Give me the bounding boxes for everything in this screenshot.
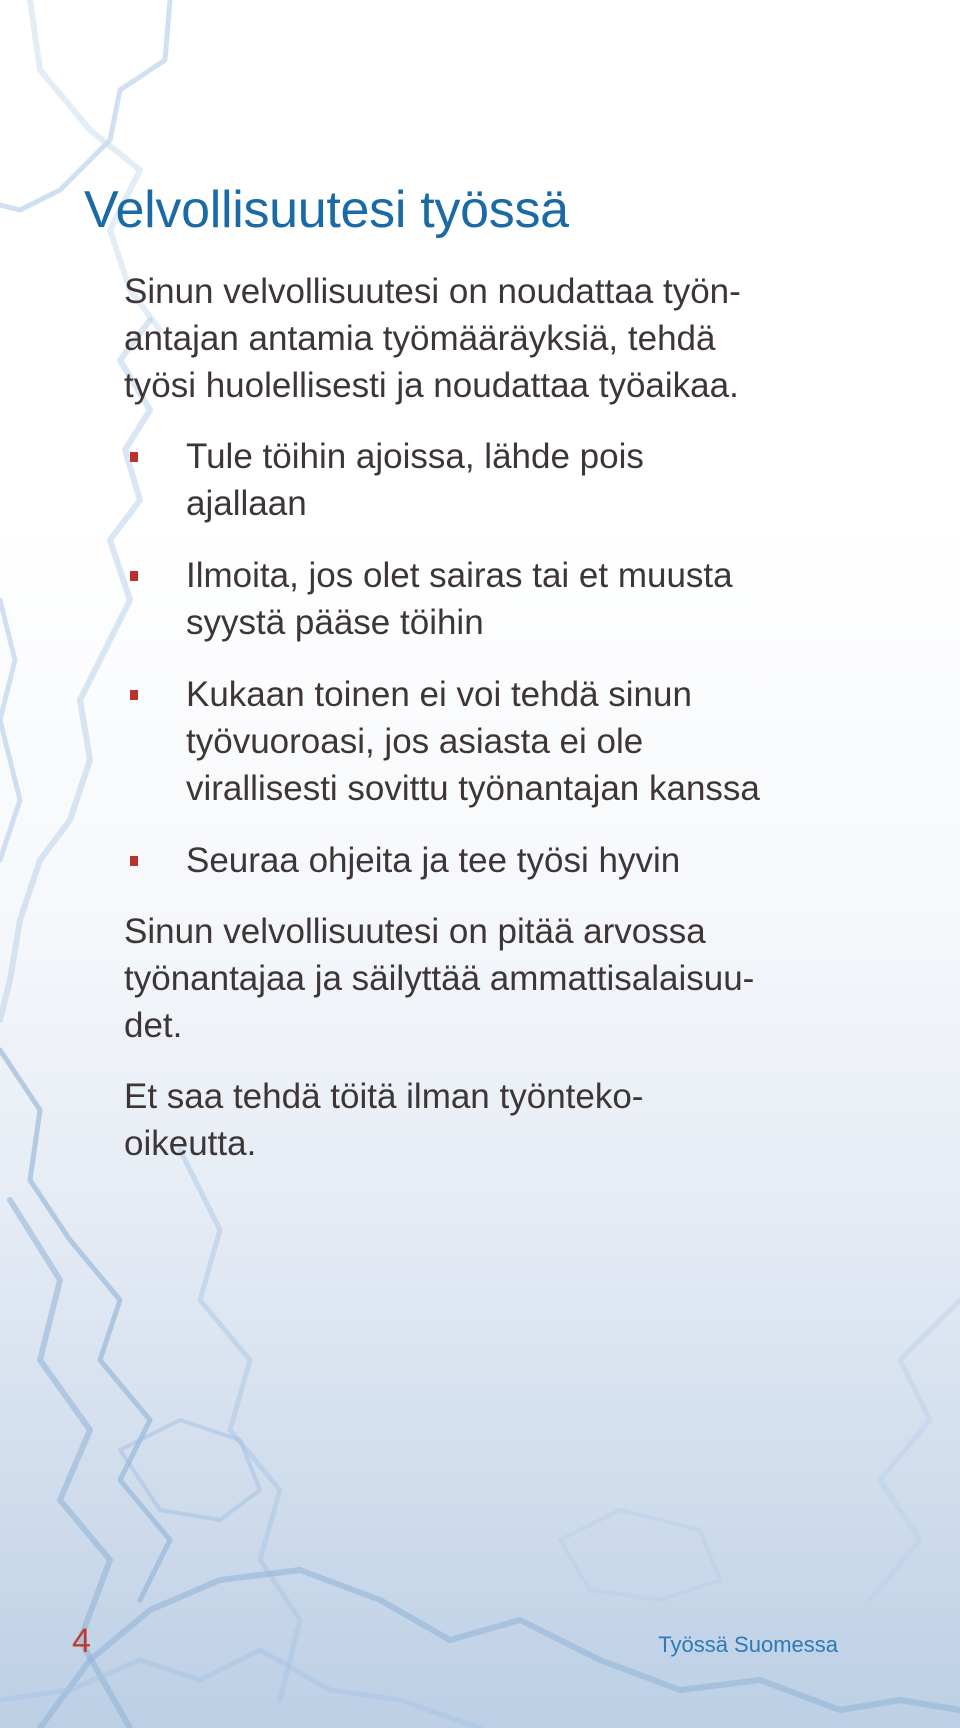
map-line-bottom-lower: [0, 1650, 480, 1728]
permit-line: Et saa tehdä töitä ilman työnteko-: [124, 1077, 644, 1116]
map-line-upper-left: [0, 0, 170, 210]
permit-line: oikeutta.: [124, 1124, 257, 1163]
list-item-line: Tule töihin ajoissa, lähde pois: [186, 437, 644, 476]
intro-line: antajan antamia työmääräyksiä, tehdä: [124, 319, 716, 358]
intro-line: työsi huolellisesti ja noudattaa työaikaa.: [124, 366, 739, 405]
duties-list: [124, 433, 824, 884]
list-item: [124, 671, 824, 812]
footer-publication-title: Työssä Suomessa: [658, 1632, 838, 1657]
page-number: 4: [72, 1622, 91, 1660]
intro-paragraph: [124, 268, 824, 409]
map-line-left-edge: [0, 600, 20, 860]
duty-line: det.: [124, 1006, 183, 1045]
list-item-line: Ilmoita, jos olet sairas tai et muusta: [186, 556, 733, 595]
duty-paragraph: [124, 908, 824, 1049]
list-item-line: ajallaan: [186, 484, 307, 523]
map-line-lake-right: [560, 1510, 720, 1600]
list-item-line: virallisesti sovittu työnantajan kanssa: [186, 769, 760, 808]
map-line-lower-left: [10, 1200, 130, 1728]
list-item: [124, 433, 824, 527]
bullet-square-icon: [130, 452, 138, 462]
map-line-right-faint: [870, 1300, 960, 1600]
main-content: [124, 268, 824, 1167]
bullet-square-icon: [130, 571, 138, 581]
list-item-line: työvuoroasi, jos asiasta ei ole: [186, 722, 644, 761]
list-item-line: syystä pääse töihin: [186, 603, 484, 642]
duty-line: työnantajaa ja säilyttää ammattisalaisuu-: [124, 959, 755, 998]
bullet-square-icon: [130, 690, 138, 700]
list-item: [124, 837, 824, 884]
list-item: [124, 552, 824, 646]
bullet-square-icon: [130, 856, 138, 866]
intro-line: Sinun velvollisuutesi on noudattaa työn-: [124, 272, 741, 311]
work-permit-paragraph: [124, 1073, 824, 1167]
list-item-line: Seuraa ohjeita ja tee työsi hyvin: [186, 841, 681, 880]
list-item-line: Kukaan toinen ei voi tehdä sinun: [186, 675, 692, 714]
duty-line: Sinun velvollisuutesi on pitää arvossa: [124, 912, 706, 951]
page-title: Velvollisuutesi työssä: [84, 181, 569, 239]
